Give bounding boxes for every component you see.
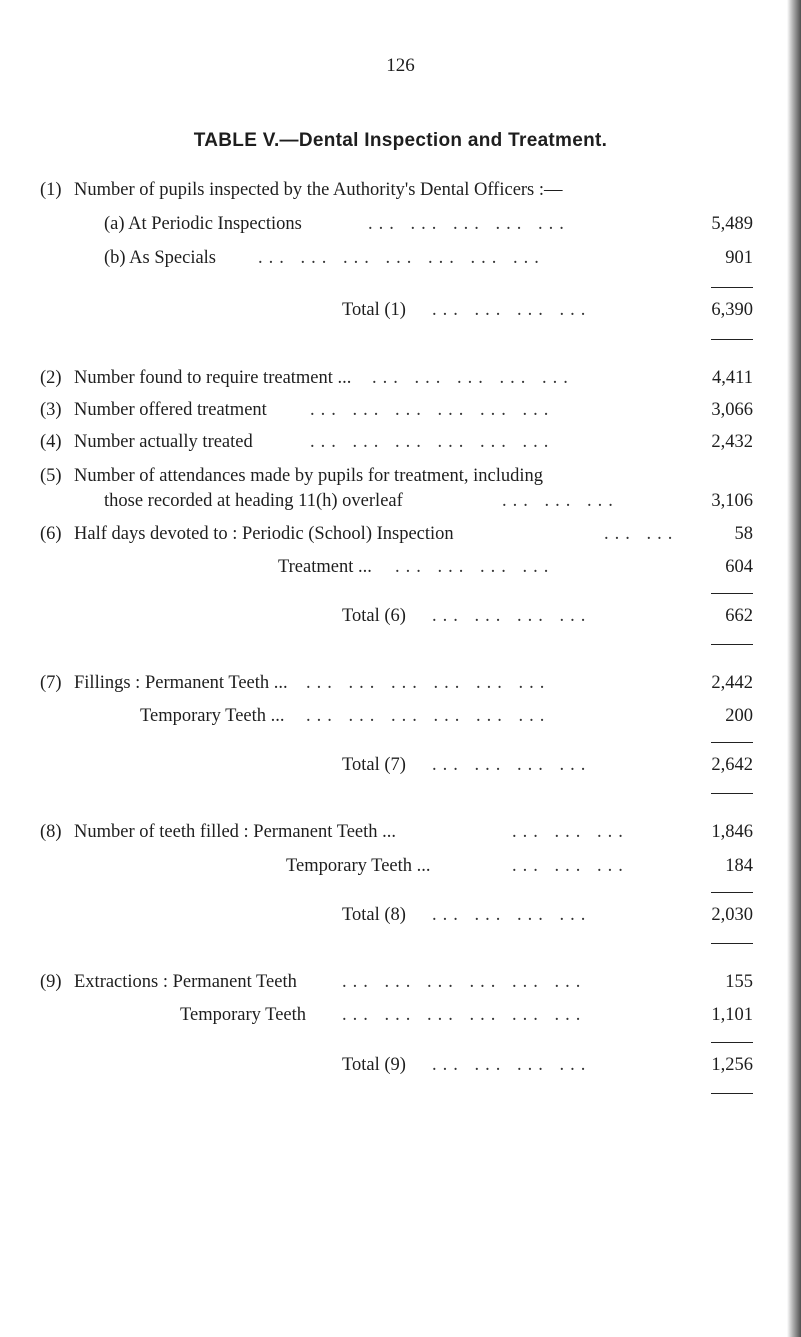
item-label: Number of pupils inspected by the Authority's Dental Officers :— — [74, 180, 563, 200]
item-label: Number of attendances made by pupils for treatment, including — [74, 466, 544, 486]
total-value: 6,390 — [711, 300, 753, 320]
sub-label-a: (a) At Periodic Inspections — [104, 214, 302, 234]
sub-label-b: (b) As Specials — [104, 248, 217, 268]
item-label: Number of teeth filled : Permanent Teeth ... — [74, 822, 397, 842]
item-label: Fillings : Permanent Teeth ... — [74, 673, 288, 693]
value-permanent: 2,442 — [711, 673, 753, 693]
leader-dots: ... ... ... ... — [432, 606, 592, 626]
value-b: 901 — [725, 248, 753, 268]
leader-dots: ... ... ... ... ... — [368, 214, 570, 234]
sum-rule — [711, 593, 753, 594]
total-label: Total (7) — [342, 755, 406, 775]
table-title: TABLE V.—Dental Inspection and Treatment. — [193, 130, 608, 151]
sub-label-temporary: Temporary Teeth ... — [286, 856, 431, 876]
sum-rule — [711, 287, 753, 288]
value-treatment: 604 — [725, 557, 753, 577]
leader-dots: ... ... ... ... ... ... ... — [258, 248, 545, 268]
value-permanent: 1,846 — [711, 822, 753, 842]
item-label: Number offered treatment — [74, 400, 267, 420]
leader-dots: ... ... ... ... ... ... — [306, 673, 551, 693]
value-temporary: 184 — [725, 856, 753, 876]
leader-dots: ... ... ... — [512, 856, 629, 876]
item-value: 4,411 — [712, 368, 753, 388]
leader-dots: ... ... ... — [502, 491, 619, 511]
total-rule — [711, 943, 753, 944]
total-rule — [711, 644, 753, 645]
leader-dots: ... ... ... ... ... ... — [310, 432, 555, 452]
item-value: 2,432 — [711, 432, 753, 452]
value-permanent: 155 — [725, 972, 753, 992]
sub-label-temporary: Temporary Teeth ... — [140, 706, 285, 726]
item-number: (2) — [40, 368, 62, 388]
leader-dots: ... ... ... ... — [432, 1055, 592, 1075]
item-label: Number actually treated — [74, 432, 253, 452]
item-number: (5) — [40, 466, 62, 486]
leader-dots: ... ... — [604, 524, 679, 544]
item-label: Number found to require treatment ... — [74, 368, 352, 388]
sum-rule — [711, 742, 753, 743]
total-label: Total (8) — [342, 905, 406, 925]
sum-rule — [711, 892, 753, 893]
leader-dots: ... ... ... ... ... ... — [342, 1005, 587, 1025]
value-periodic: 58 — [734, 524, 753, 544]
total-value: 662 — [725, 606, 753, 626]
item-number: (3) — [40, 400, 62, 420]
item-number: (9) — [40, 972, 62, 992]
item-label-continued: those recorded at heading 11(h) overleaf — [104, 491, 403, 511]
leader-dots: ... ... ... ... — [395, 557, 555, 577]
item-number: (1) — [40, 180, 62, 200]
item-number: (4) — [40, 432, 62, 452]
leader-dots: ... ... ... ... ... ... — [306, 706, 551, 726]
total-label: Total (9) — [342, 1055, 406, 1075]
leader-dots: ... ... ... ... — [432, 755, 592, 775]
scan-edge-shadow — [787, 0, 801, 1337]
total-value: 2,642 — [711, 755, 753, 775]
sub-label-treatment: Treatment ... — [278, 557, 372, 577]
item-label: Half days devoted to : Periodic (School) Inspection — [74, 524, 454, 544]
value-temporary: 200 — [725, 706, 753, 726]
value-a: 5,489 — [711, 214, 753, 234]
total-rule — [711, 339, 753, 340]
page-number: 126 — [386, 55, 415, 76]
item-label: Extractions : Permanent Teeth — [74, 972, 297, 992]
value-temporary: 1,101 — [711, 1005, 753, 1025]
leader-dots: ... ... ... — [512, 822, 629, 842]
sub-label-temporary: Temporary Teeth — [180, 1005, 307, 1025]
total-value: 1,256 — [711, 1055, 753, 1075]
total-value: 2,030 — [711, 905, 753, 925]
item-number: (7) — [40, 673, 62, 693]
leader-dots: ... ... ... ... ... — [372, 368, 574, 388]
item-number: (8) — [40, 822, 62, 842]
item-value: 3,106 — [711, 491, 753, 511]
total-label: Total (6) — [342, 606, 406, 626]
total-rule — [711, 1093, 753, 1094]
leader-dots: ... ... ... ... ... ... — [310, 400, 555, 420]
item-value: 3,066 — [711, 400, 753, 420]
item-number: (6) — [40, 524, 62, 544]
leader-dots: ... ... ... ... ... ... — [342, 972, 587, 992]
total-rule — [711, 793, 753, 794]
sum-rule — [711, 1042, 753, 1043]
leader-dots: ... ... ... ... — [432, 905, 592, 925]
leader-dots: ... ... ... ... — [432, 300, 592, 320]
total-label: Total (1) — [342, 300, 406, 320]
